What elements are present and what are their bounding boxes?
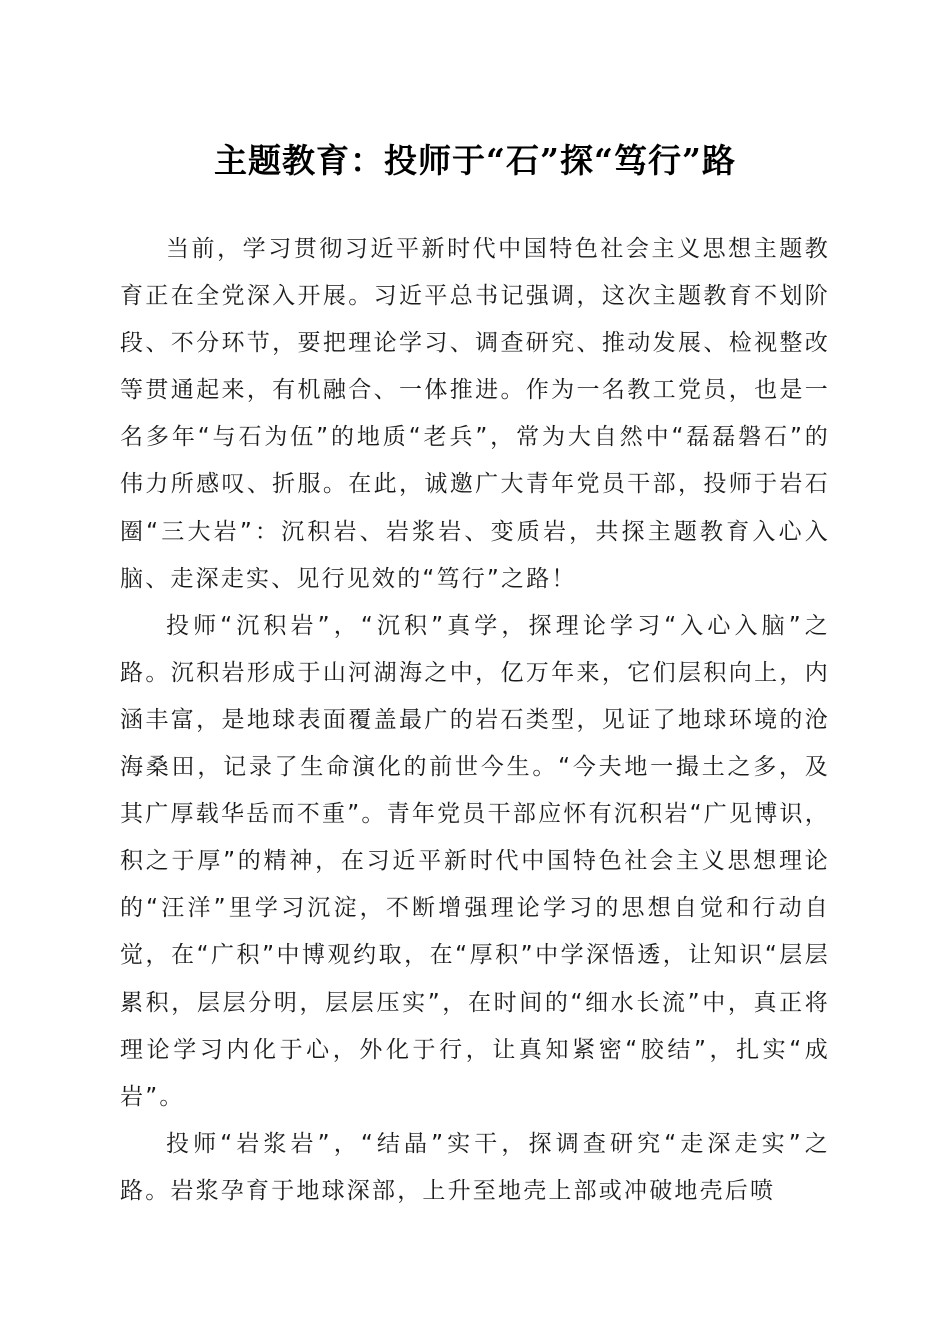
paragraph-sedimentary-rock: 投师“沉积岩”，“沉积”真学，探理论学习“入心入脑”之路。沉积岩形成于山河湖海之中，亿万年来，它们层积向上，内涵丰富，是地球表面覆盖最广的岩石类型，见证了地球环境的沧海桑田，记录了生命演化的前世今生。“今夫地一撮土之多，及其广厚载华岳而不重”。青年党员干部应怀有沉积岩“广见博识，积之于厚”的精神，在习近平新时代中国特色社会主义思想理论的“汪洋”里学习沉淀，不断增强理论学习的思想自觉和行动自觉，在“广积”中博观约取，在“厚积”中学深悟透，让知识“层层累积，层层分明，层层压实”，在时间的“细水长流”中，真正将理论学习内化于心，外化于行，让真知紧密“胶结”，扎实“成岩”。	[120, 612, 830, 1110]
paragraph-igneous-rock: 投师“岩浆岩”，“结晶”实干，探调查研究“走深走实”之路。岩浆孕育于地球深部，上升至地壳上部或冲破地壳后喷	[120, 1130, 830, 1204]
document-title: 主题教育：投师于“石”探“笃行”路	[214, 141, 736, 180]
paragraph-intro: 当前，学习贯彻习近平新时代中国特色社会主义思想主题教育正在全党深入开展。习近平总书记强调，这次主题教育不划阶段、不分环节，要把理论学习、调查研究、推动发展、检视整改等贯通起来，有机融合、一体推进。作为一名教工党员，也是一名多年“与石为伍”的地质“老兵”，常为大自然中“磊磊磐石”的伟力所感叹、折服。在此，诚邀广大青年党员干部，投师于岩石圈“三大岩”：沉积岩、岩浆岩、变质岩，共探主题教育入心入脑、走深走实、见行见效的“笃行”之路！	[120, 236, 830, 592]
document-body	[120, 226, 830, 1215]
